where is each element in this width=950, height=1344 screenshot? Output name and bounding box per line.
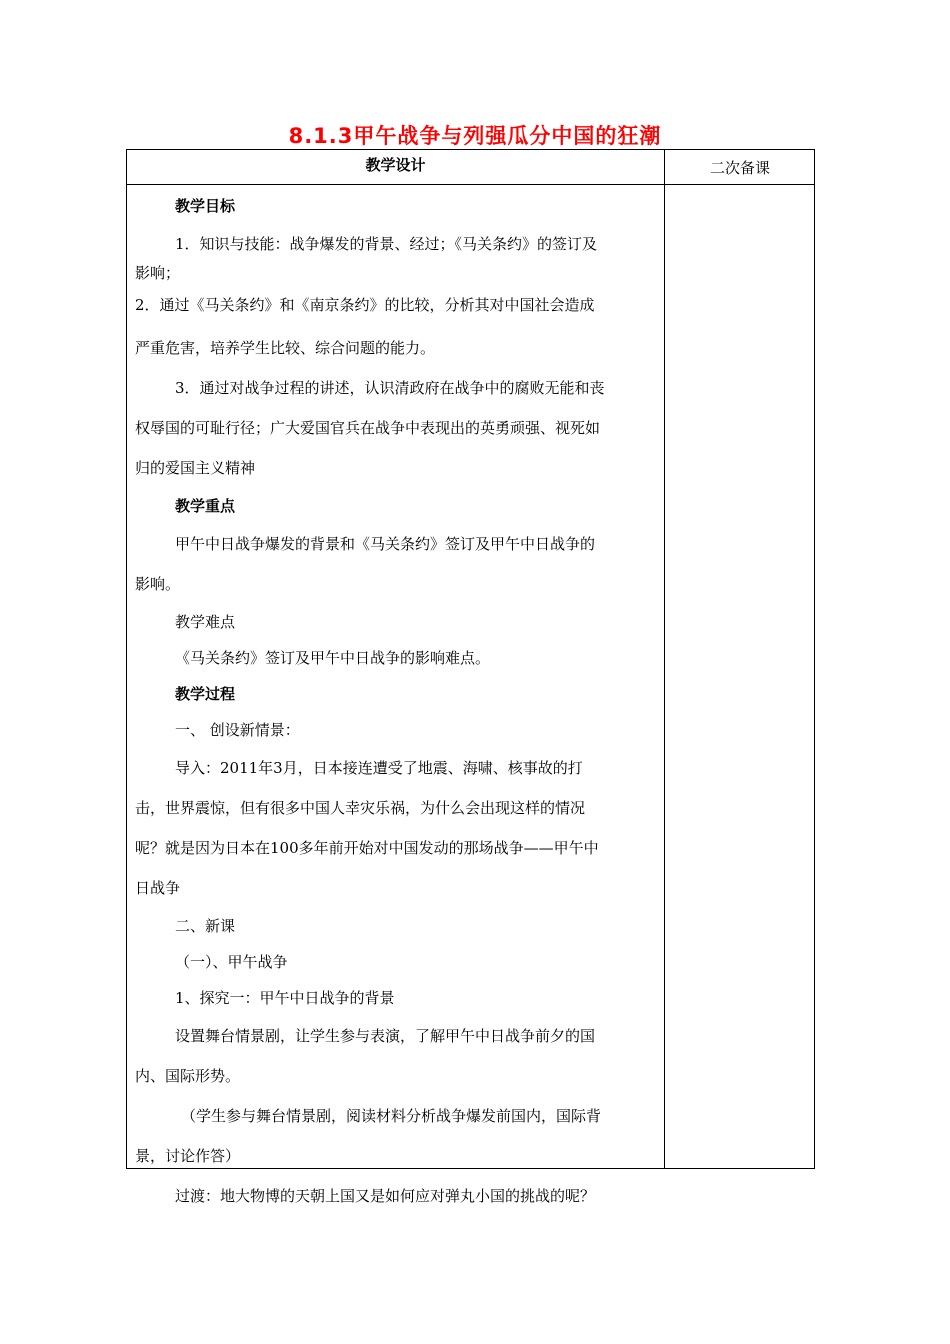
paragraph-line: 归的爱国主义精神 [135, 459, 256, 477]
paragraph-line: 击，世界震惊，但有很多中国人幸灾乐祸，为什么会出现这样的情况 [135, 799, 586, 817]
paragraph-line: 景，讨论作答） [135, 1147, 241, 1165]
paragraph-line: 导入：2011年3月，日本接连遭受了地震、海啸、核事故的打 [175, 759, 583, 777]
lesson-content [135, 188, 659, 1216]
paragraph-line: 《马关条约》签订及甲午中日战争的影响难点。 [175, 649, 491, 667]
header-divider [127, 184, 814, 185]
heading-teaching-goals: 教学目标 [175, 197, 236, 215]
paragraph-line: 日战争 [135, 879, 181, 897]
paragraph-line: 呢？就是因为日本在100多年前开始对中国发动的那场战争——甲午中 [135, 839, 599, 857]
paragraph-line: 过渡：地大物博的天朝上国又是如何应对弹丸小国的挑战的呢？ [175, 1187, 596, 1205]
paragraph-line: 权辱国的可耻行径；广大爱国官兵在战争中表现出的英勇顽强、视死如 [135, 419, 601, 437]
paragraph-line: 影响； [135, 264, 181, 282]
paragraph-line: 甲午中日战争爆发的背景和《马关条约》签订及甲午中日战争的 [175, 535, 596, 553]
paragraph-line: 1．知识与技能：战争爆发的背景、经过；《马关条约》的签订及 [175, 235, 598, 253]
heading-teaching-process: 教学过程 [175, 685, 236, 703]
paragraph-line: 内、国际形势。 [135, 1067, 241, 1085]
subsection-jiawu-war: （一）、甲午战争 [175, 953, 288, 971]
column-divider [664, 150, 665, 1168]
paragraph-line: 一、 创设新情景： [175, 721, 300, 739]
paragraph-line: 严重危害，培养学生比较、综合问题的能力。 [135, 339, 436, 357]
heading-key-points: 教学重点 [175, 497, 236, 515]
paragraph-line: 2．通过《马关条约》和《南京条约》的比较，分析其对中国社会造成 [135, 296, 595, 314]
paragraph-line: 3．通过对战争过程的讲述，认识清政府在战争中的腐败无能和丧 [175, 379, 605, 397]
paragraph-line: 设置舞台情景剧，让学生参与表演，了解甲午中日战争前夕的国 [175, 1027, 596, 1045]
paragraph-line: 影响。 [135, 575, 181, 593]
document-title: 8.1.3甲午战争与列强瓜分中国的狂潮 [288, 124, 662, 148]
heading-difficulties: 教学难点 [175, 613, 236, 631]
paragraph-line: （学生参与舞台情景剧，阅读材料分析战争爆发前国内，国际背 [181, 1107, 602, 1125]
header-teaching-design: 教学设计 [365, 156, 426, 174]
subsection-inquiry-one: 1、探究一：甲午中日战争的背景 [175, 989, 395, 1007]
lesson-table [126, 149, 815, 1205]
header-second-preparation: 二次备课 [709, 159, 770, 177]
section-new-lesson: 二、新课 [175, 917, 236, 935]
